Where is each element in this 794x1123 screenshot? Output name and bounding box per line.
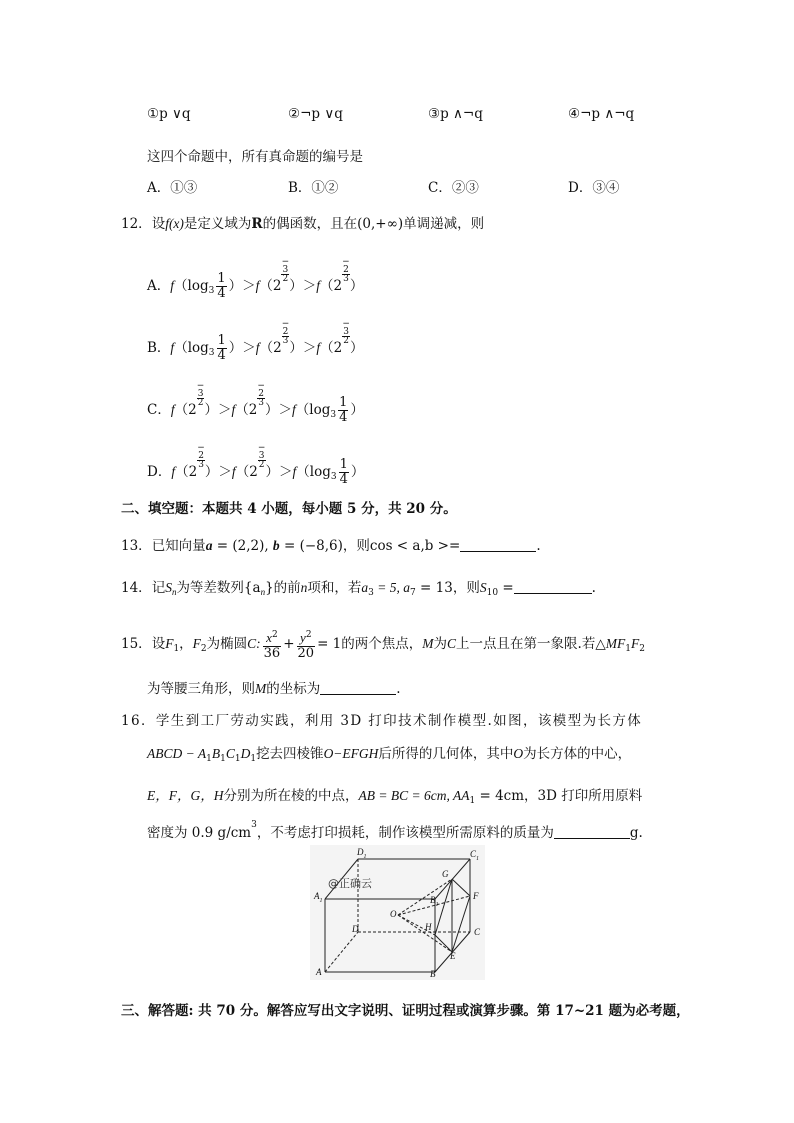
label-A1: $A_1$ (314, 891, 323, 904)
q11-choice-b: B．①② (288, 180, 339, 196)
cuboid-figure (310, 845, 485, 980)
cuboid-diagram (310, 845, 485, 980)
label-B: B (430, 969, 436, 979)
label-D: D (352, 924, 359, 934)
q11-choice-c: C．②③ (428, 180, 479, 196)
q15-answer-blank[interactable] (320, 680, 396, 695)
q12-option-b: B．$f(\log_3$ $\frac{1}{4}$ ）＞f（2− 2 3 ）＞f（2− 3 2 ） (147, 319, 364, 363)
q13: 13．已知向量a = (2,2), b = (−8,6)，则cos < a,b >= . (121, 538, 541, 554)
label-F: F (473, 891, 479, 901)
label-O: O (390, 909, 397, 919)
section-3-heading: 三、解答题: 共 70 分。解答应写出文字说明、证明过程或演算步骤。第 17~21 题为必考题， (121, 1003, 690, 1019)
label-H: H (425, 922, 432, 932)
q11-choice-a: A．①③ (147, 180, 198, 196)
q13-answer-blank[interactable] (460, 537, 536, 552)
q15-line-1: 15．设$F_1$，$F_2$为椭圆C: $\frac{x2}{36}$ + $\frac{y2}{20}$ = 1的两个焦点，M为C上一点且在第一象限.若$\triangle MF_1F_2$ (121, 630, 645, 661)
q14-answer-blank[interactable] (514, 579, 592, 594)
q12-stem: 12．设f(x)是定义域为R的偶函数，且在(0,+∞)单调递减，则 (121, 216, 485, 232)
q14: 14．记$S_n$为等差数列$\{a_n\}$的前n项和，若$a_3 = 5$, $a_7 = 13$，则$S_{10}$ = . (121, 580, 596, 598)
option-3: ③p ∧¬q (428, 106, 483, 122)
q12-option-d: D．f（2− 2 3 ）＞f（2− 3 2 ）$>f(\log_3$ $\frac{1}{4}$ ） (147, 443, 365, 487)
label-C: C (474, 927, 481, 937)
q12-option-c: C．f（2− 3 2 ）＞f（2− 2 3 ）$>f(\log_3$ $\frac{1}{4}$ ） (147, 381, 364, 425)
q16-line-4: 密度为 0.9 g/cm3，不考虑打印损耗，制作该模型所需原料的质量为 g. (147, 820, 643, 841)
q15-line-2: 为等腰三角形，则M的坐标为 . (147, 681, 401, 697)
q16-line-1: 16．学生到工厂劳动实践，利用 3D 打印技术制作模型.如图，该模型为长方体 (121, 713, 643, 729)
watermark-logo: @正确云 (328, 877, 372, 890)
q11-prompt: 这四个命题中，所有真命题的编号是 (147, 149, 363, 165)
label-E: E (450, 951, 456, 961)
option-1: ①p ∨q (147, 106, 191, 122)
label-D1: $D_1$ (357, 847, 367, 860)
q16-line-3: E，F，G，H分别为所在棱的中点，AB = BC = 6cm, $AA_1 = 4cm$，3D 打印所用原料 (147, 788, 643, 806)
option-2: ②¬p ∨q (288, 106, 343, 122)
label-G: G (442, 869, 449, 879)
label-C1: $C_1$ (470, 849, 480, 862)
label-B1: $B_1$ (430, 895, 439, 908)
q16-answer-blank[interactable] (554, 824, 630, 839)
q11-choice-d: D．③④ (568, 180, 620, 196)
q16-line-2: ABCD − $A_1B_1C_1D_1$挖去四棱锥O−EFGH后所得的几何体，其中O为长方体的中心， (147, 746, 632, 764)
option-4: ④¬p ∧¬q (568, 106, 635, 122)
label-A: A (316, 967, 322, 977)
section-2-heading: 二、填空题：本题共 4 小题，每小题 5 分，共 20 分。 (121, 501, 457, 517)
q12-option-a: A．$f(\log_3$ $\frac{1}{4}$ ）＞f（2− 3 2 ）＞f（2− 2 3 ） (147, 257, 364, 301)
